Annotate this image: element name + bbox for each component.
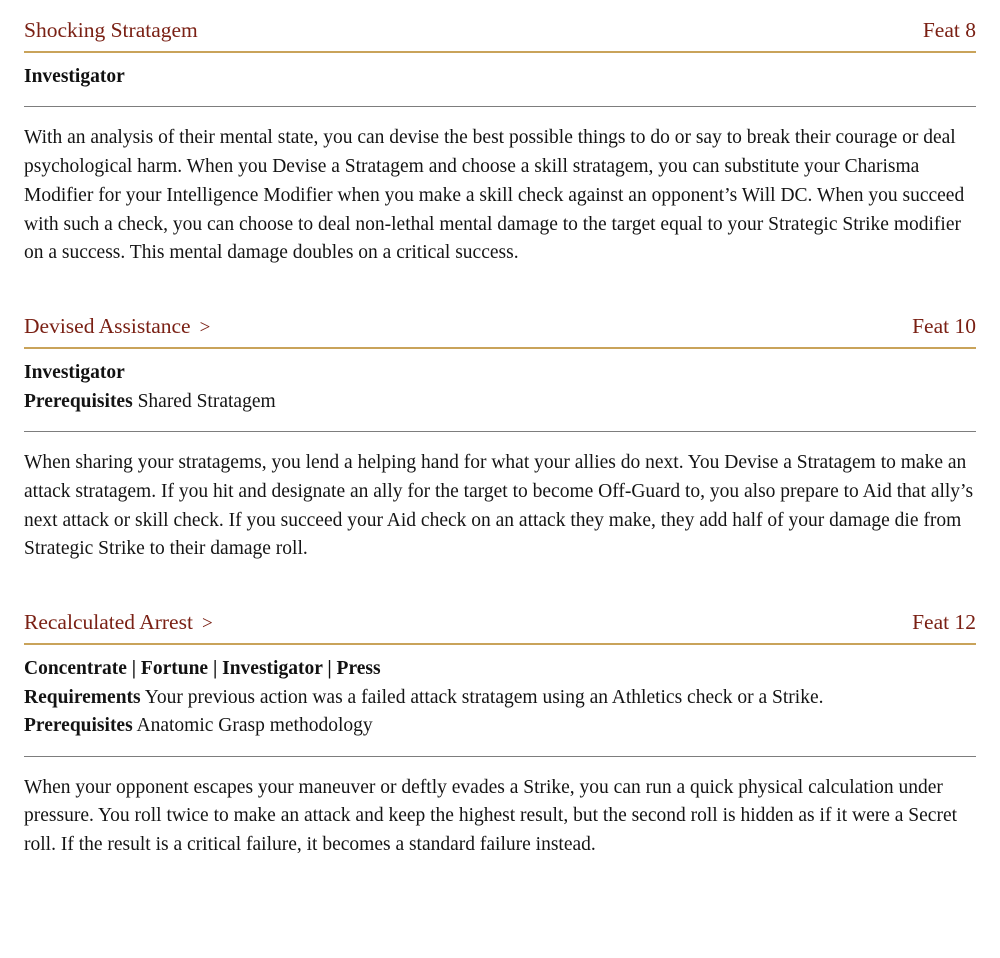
title-rule [24,51,976,53]
feat-description: When sharing your stratagems, you lend a helping hand for what your allies do next. You Devise a Stratagem to make an attack stratagem. If you hit and designate an ally for the target to become Off-Guard to, you also prepare to Aid that ally’s next attack or skill check. If you succeed your Aid check on an attack they make, they add half of your damage die from Strategic Strike to their damage roll. [24,452,974,560]
title-rule [24,347,976,349]
prerequisites-value: Anatomic Grasp methodology [136,715,373,737]
section-divider [24,106,976,107]
feat-title-wrap [24,610,213,636]
feat-header [24,314,976,340]
one-action-icon: > [201,613,213,635]
feat-description: When your opponent escapes your maneuver or deftly evades a Strike, you can run a quick physical calculation under pressure. You roll twice to make an attack and keep the highest result, but the second roll is hidden as if it were a Secret roll. If the result is a critical failure, it becomes a standard failure instead. [24,776,958,856]
feat-card-recalculated-arrest [24,610,976,860]
prerequisites-value: Shared Stratagem [137,390,276,412]
one-action-icon: > [199,317,211,339]
requirements-value: Your previous action was a failed attack stratagem using an Athletics check or a Strike. [144,686,824,708]
feat-title-wrap [24,18,207,44]
feat-level-badge: Feat 10 [912,314,976,339]
feat-card-shocking-stratagem [24,18,976,268]
requirements-line [24,684,976,713]
feat-description: With an analysis of their mental state, you can devise the best possible things to do or say to break their courage or deal psychological harm. When you Devise a Stratagem and choose a skill stratagem, you can substitute your Charisma Modifier for your Intelligence Modifier when you make a skill check against an opponent’s Will DC. When you succeed with such a check, you can choose to deal non-lethal mental damage to the target equal to your Strategic Strike modifier on a success. This mental damage doubles on a critical success. [24,127,965,264]
traits-line: Investigator [24,65,125,87]
requirements-label: Requirements [24,686,141,708]
feat-title: Recalculated Arrest [24,610,193,635]
feat-header [24,610,976,636]
feat-card-devised-assistance [24,314,976,564]
feat-level-badge: Feat 12 [912,610,976,635]
prerequisites-line [24,712,976,741]
section-divider [24,756,976,757]
feat-header [24,18,976,44]
title-rule [24,643,976,645]
feat-title: Devised Assistance [24,314,191,339]
feat-title: Shocking Stratagem [24,18,198,42]
traits-line: Concentrate | Fortune | Investigator | Press [24,658,381,680]
traits-line: Investigator [24,362,125,384]
feat-level-badge: Feat 8 [922,18,976,42]
prerequisites-label: Prerequisites [24,390,133,412]
prerequisites-label: Prerequisites [24,715,133,737]
section-divider [24,431,976,432]
prerequisites-line [24,388,976,417]
feat-title-wrap [24,314,210,340]
